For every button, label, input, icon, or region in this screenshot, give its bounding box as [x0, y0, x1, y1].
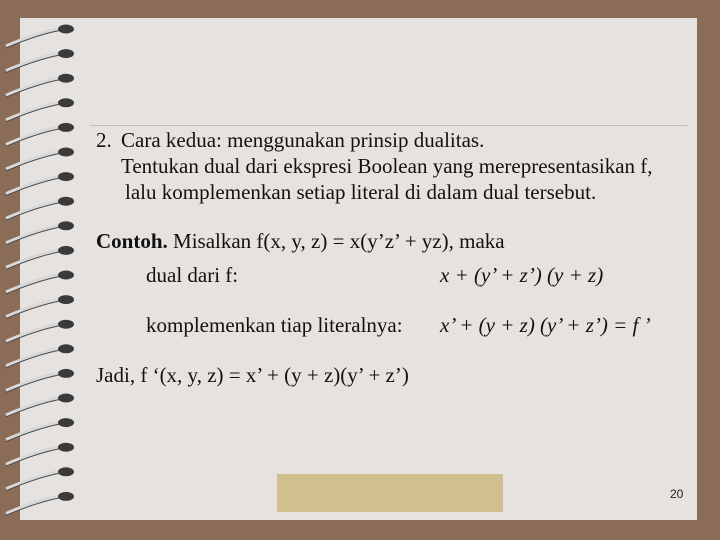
item-number: 2. [96, 128, 112, 152]
spiral-hole [58, 74, 74, 83]
spiral-hole [58, 344, 74, 353]
spiral-hole [58, 98, 74, 107]
item-line-2-text: Tentukan dual dari ekspresi Boolean yang merepresentasikan f, [121, 154, 653, 178]
conclusion-line: Jadi, f ‘(x, y, z) = x’ + (y + z)(y’ + z’) [96, 363, 409, 387]
spiral-hole [58, 394, 74, 403]
example-heading: Contoh. [96, 229, 168, 253]
spiral-wire-shadow [6, 448, 62, 466]
spiral-hole [58, 492, 74, 501]
spiral-hole [58, 197, 74, 206]
spiral-hole [58, 172, 74, 181]
spiral-wire-shadow [6, 55, 62, 73]
spiral-hole [58, 246, 74, 255]
example-line [96, 231, 505, 252]
spiral-hole [58, 443, 74, 452]
spiral-wire-shadow [6, 374, 62, 392]
spiral-wire-shadow [6, 424, 62, 442]
spiral-wire-shadow [6, 227, 62, 245]
item-line-2 [121, 156, 653, 177]
spiral-wire-shadow [6, 350, 62, 368]
dual-expression: x + (y’ + z’) (y + z) [440, 263, 604, 287]
dual-label: dual dari f: [146, 263, 239, 287]
spiral-hole [58, 418, 74, 427]
spiral-wire-shadow [6, 301, 62, 319]
spiral-wire-shadow [6, 128, 62, 146]
spiral-hole [58, 320, 74, 329]
complement-label: komplemenkan tiap literalnya: [146, 313, 403, 337]
item-line-1: Cara kedua: menggunakan prinsip dualitas. [121, 128, 485, 152]
example-intro: Misalkan f(x, y, z) = x(y’z’ + yz), maka [173, 229, 505, 253]
spiral-hole [58, 295, 74, 304]
spiral-wire-shadow [6, 473, 62, 491]
spiral-wire-shadow [6, 79, 62, 97]
page-number: 20 [670, 487, 684, 501]
spiral-hole [58, 148, 74, 157]
spiral-hole [58, 49, 74, 58]
spiral-wire-shadow [6, 276, 62, 294]
header-divider [90, 125, 687, 126]
spiral-hole [58, 369, 74, 378]
spiral-wire-shadow [6, 178, 62, 196]
spiral-wire-shadow [6, 399, 62, 417]
spiral-binding [0, 0, 80, 540]
footer-box [277, 474, 503, 512]
spiral-hole [58, 123, 74, 132]
spiral-hole [58, 271, 74, 280]
spiral-wire-shadow [6, 497, 62, 515]
spiral-hole [58, 221, 74, 230]
spiral-wire-shadow [6, 153, 62, 171]
item-line-3: lalu komplemenkan setiap literal di dalam dual tersebut. [125, 180, 597, 204]
spiral-wire-shadow [6, 104, 62, 122]
spiral-hole [58, 25, 74, 34]
spiral-wire-shadow [6, 325, 62, 343]
spiral-hole [58, 467, 74, 476]
complement-expression: x’ + (y + z) (y’ + z’) = f ’ [440, 313, 651, 337]
spiral-wire-shadow [6, 202, 62, 220]
spiral-wire-shadow [6, 251, 62, 269]
spiral-wire-shadow [6, 30, 62, 48]
